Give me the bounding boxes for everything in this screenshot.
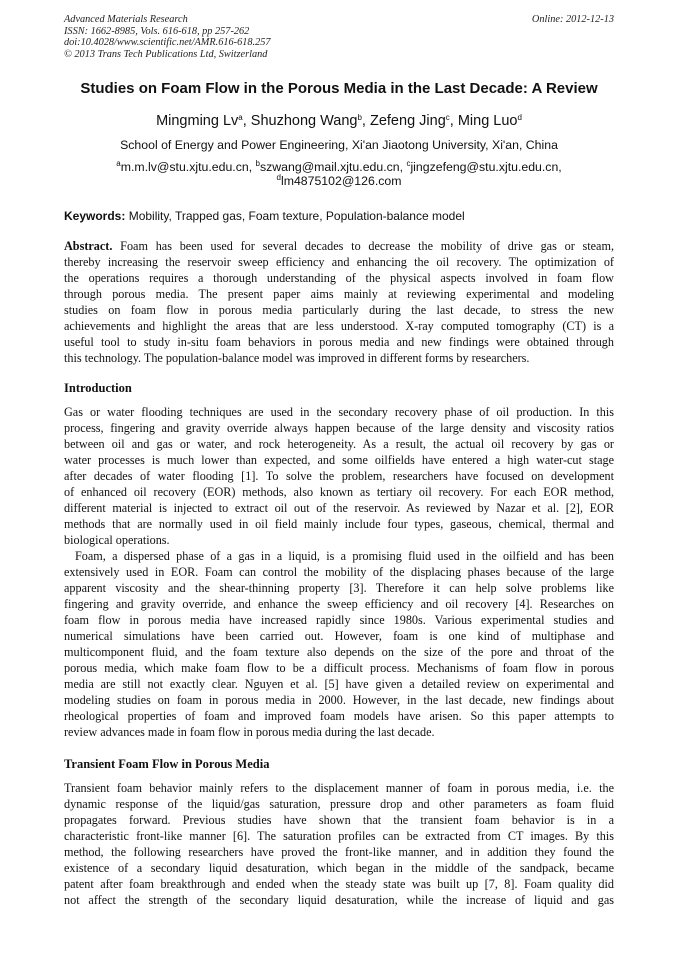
text-line: Transient foam behavior mainly refers to the displacement manner of foam in porous media, i.e. the	[64, 781, 614, 795]
text-line: characteristic front-like manner [6]. The saturation profiles can be extracted from CT images. By this	[64, 829, 614, 843]
publication-header	[64, 14, 271, 60]
text-line: not affect the strength of the secondary liquid desaturation, while the increase of liquid and gas	[64, 893, 614, 907]
text-line: through porous media. The present paper aims mainly at reviewing experimental and modeling	[64, 287, 614, 301]
text-line	[64, 238, 614, 254]
paper-title: Studies on Foam Flow in the Porous Media in the Last Decade: A Review	[80, 80, 598, 97]
email-mark: d	[276, 173, 281, 182]
online-date: Online: 2012-12-13	[531, 14, 614, 25]
author-mark: c	[445, 113, 450, 122]
text-line: modeling studies on foam in porous media in 2000. However, in the last decade, new findings about	[64, 693, 614, 707]
email-list	[0, 160, 678, 188]
keywords	[64, 209, 465, 223]
text-line: method, the following researchers have proved the front-like manner, and in addition they found the	[64, 845, 614, 859]
abstract	[64, 238, 614, 366]
text-line: after decades of water flooding [1]. To solve the problem, researchers have focused on development	[64, 469, 614, 483]
issn-line: ISSN: 1662-8985, Vols. 616-618, pp 257-262	[64, 25, 250, 37]
text-line: patent after foam breakthrough and ended when the steady state was built up [7, 8]. Foam quality did	[64, 877, 614, 891]
author-mark: a	[238, 113, 243, 122]
author-name: Zefeng Jing	[369, 113, 446, 129]
email-link[interactable]: jingzefeng@stu.xjtu.edu.cn,	[410, 160, 562, 174]
journal-name: Advanced Materials Research	[64, 14, 188, 25]
doi-line: doi:10.4028/www.scientific.net/AMR.616-618.257	[64, 37, 271, 48]
text-line: methods that are normally used in oil field mainly include four types, gaseous, chemical, thermal and	[64, 517, 614, 531]
transient-body	[64, 780, 614, 908]
keywords-label: Keywords:	[64, 209, 126, 223]
section-heading-transient: Transient Foam Flow in Porous Media	[64, 757, 270, 771]
text-line: propagates forward. Previous studies have shown that the transient foam behavior is in a	[64, 813, 614, 827]
text-line: porous media, which make foam flow to be a difficult process. Mechanisms of foam flow in porous	[64, 661, 614, 675]
text-line: of enhanced oil recovery (EOR) methods, also known as tertiary oil recovery. For each EOR method,	[64, 485, 614, 499]
text-line: process, fingering and gravity override always happen because of the large density and viscosity ratios	[64, 421, 614, 435]
text-line: dynamic response of the liquid/gas saturation, pressure drop and other parameters as foam fluid	[64, 797, 614, 811]
text-line: extensively used in EOR. Foam can control the mobility of the displacing phases because of the large	[64, 565, 614, 579]
text-line-content: Foam has been used for several decades to decrease the mobility of drive gas or steam,	[112, 239, 614, 253]
text-line: numerical simulations have been carried out. However, foam is one kind of multiphase and	[64, 629, 614, 643]
copyright-line: © 2013 Trans Tech Publications Ltd, Switzerland	[64, 48, 268, 60]
text-line: different material is injected to extract oil out of the reservoir. As reviewed by Nazar et al. [2], EOR	[64, 501, 614, 515]
author-list: Mingming Lv$^a$, Shuzhong Wang$^b$, Zefeng Jing$^c$, Ming Luo$^d$	[156, 113, 522, 129]
text-line: achievements and highlight the areas that are less understood. X-ray computed tomography (CT) is a	[64, 319, 614, 333]
text-line: water processes is much lower than expected, and some oilfields have entered a high water-cut stage	[64, 453, 614, 467]
email-mark: a	[116, 159, 121, 168]
introduction-body	[64, 404, 614, 740]
email-link[interactable]: m.m.lv@stu.xjtu.edu.cn,	[120, 160, 253, 174]
text-line: thereby increasing the reservoir sweep efficiency and enhancing the oil recovery. The optimization of	[64, 255, 614, 269]
text-line: multicomponent fluid, and the foam texture also depends on the size of the pore and throat of the	[64, 645, 614, 659]
author-name: Ming Luo	[457, 113, 518, 129]
section-heading-introduction: Introduction	[64, 381, 132, 395]
author-name: Shuzhong Wang	[250, 113, 358, 129]
text-line: apparent viscosity and the shear-thinning property [3]. Therefore it can help solve problems like	[64, 581, 614, 595]
abstract-label: Abstract.	[64, 239, 113, 253]
email-link[interactable]: lm4875102@126.com	[280, 174, 402, 188]
text-line: this technology. The population-balance model was improved in different forms by researchers.	[64, 351, 530, 365]
author-mark: b	[357, 113, 362, 122]
text-line: Foam, a dispersed phase of a gas in a liquid, is a promising fluid used in the oilfield and has been	[75, 549, 614, 563]
text-line: between oil and gas or water, and rock heterogeneity. As a result, the actual oil recovery by gas or	[64, 437, 614, 451]
email-link[interactable]: szwang@mail.xjtu.edu.cn,	[260, 160, 404, 174]
author-mark: d	[517, 113, 522, 122]
affiliation: School of Energy and Power Engineering, Xi'an Jiaotong University, Xi'an, China	[120, 138, 558, 152]
text-line: studies on foam flow in porous media particularly during the last decade, to stress the new	[64, 303, 614, 317]
keywords-text: Mobility, Trapped gas, Foam texture, Population-balance model	[128, 209, 465, 223]
email-mark: b	[255, 159, 260, 168]
text-line: useful tool to study in-situ foam behaviors in porous media and new findings were obtained through	[64, 335, 614, 349]
email-mark: c	[406, 159, 411, 168]
text-line: fingering and gravity override, and enhance the sweep efficiency and oil recovery [4]. Researches on	[64, 597, 614, 611]
text-line: Gas or water flooding techniques are used in the secondary recovery phase of oil production. In this	[64, 405, 614, 419]
text-line: the operations requires a thorough understanding of the physical aspects involved in foam flow	[64, 271, 614, 285]
text-line: review advances made in foam flow in porous media during the last decade.	[64, 725, 435, 739]
text-line: foam flow in porous media have increased rapidly since 1980s. Various experimental studies and	[64, 613, 614, 627]
text-line: media are still not exactly clear. Nguyen et al. [5] have given a detailed review on experimental and	[64, 677, 614, 691]
text-line: existence of a secondary liquid desaturation, which began in the middle of the sandpack, became	[64, 861, 614, 875]
author-name: Mingming Lv	[156, 113, 239, 129]
text-line: biological operations.	[64, 533, 170, 547]
text-line: rheological properties of foam and improved foam models have arisen. So this paper attempts to	[64, 709, 614, 723]
